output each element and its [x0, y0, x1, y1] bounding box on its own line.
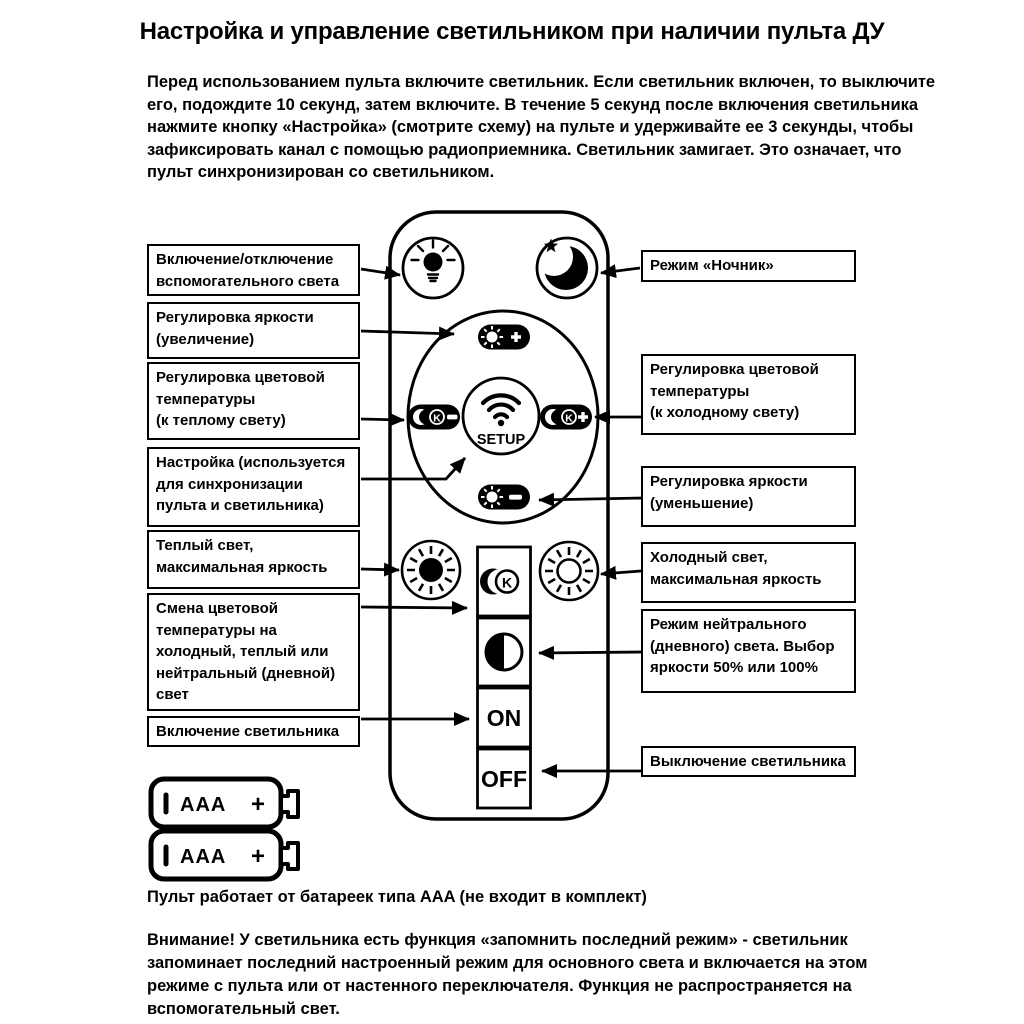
battery-icon: [151, 779, 298, 827]
battery-icon: [151, 831, 298, 879]
battery-plus-terminal: [281, 843, 298, 869]
callout-night-mode: Режим «Ночник»: [641, 250, 856, 282]
brightness-up-button[interactable]: [478, 325, 530, 350]
battery-plus-label: +: [251, 791, 266, 818]
callout-aux-light: Включение/отключение вспомогательного света: [147, 244, 360, 296]
cold-light-button[interactable]: [540, 542, 598, 600]
callout-temp-cycle: Смена цветовой температуры на холодный, теплый или нейтральный (дневной) свет: [147, 593, 360, 711]
callout-temp-cold: Регулировка цветовой температуры (к холодному свету): [641, 354, 856, 435]
callout-brightness-up: Регулировка яркости (увеличение): [147, 302, 360, 359]
button-column: [478, 547, 531, 808]
callout-neutral-mode: Режим нейтрального (дневного) света. Выбор яркости 50% или 100%: [641, 609, 856, 693]
battery-plus-terminal: [281, 791, 298, 817]
setup-label: SETUP: [476, 432, 526, 448]
arrow-temp-warm: [361, 419, 404, 420]
arrow-neutral-mode: [539, 652, 644, 653]
intro-paragraph: Перед использованием пульта включите светильник. Если светильник включен, то выключите его, подождите 10 секунд, затем включите. В течение 5 секунд после включения светильника нажмите кнопку «Настройка» (смотрите схему) на пульте и удерживайте ее 3 секунды, чтобы зафиксировать канал с помощью радиоприемника. Светильник замигает. Это означает, что пульт синхронизирован со светильником.: [147, 73, 936, 182]
callout-warm-light: Теплый свет, максимальная яркость: [147, 530, 360, 589]
battery-type-label: AAA: [180, 794, 227, 816]
off-button[interactable]: [478, 749, 531, 808]
arrow-temp-cycle: [361, 607, 467, 608]
battery-note: Пульт работает от батареек типа AAA (не входит в комплект): [147, 888, 647, 906]
callout-cold-light: Холодный свет, максимальная яркость: [641, 542, 856, 603]
callout-setup: Настройка (используется для синхронизации пульта и светильника): [147, 447, 360, 527]
color-temp-warm-button[interactable]: [408, 405, 460, 430]
svg-text:K: K: [433, 412, 441, 425]
callout-temp-warm: Регулировка цветовой температуры (к теплому свету): [147, 362, 360, 440]
aux-light-button[interactable]: [403, 238, 463, 298]
page-title: Настройка и управление светильником при наличии пульта ДУ: [139, 18, 885, 45]
on-label: ON: [486, 705, 522, 731]
night-mode-button[interactable]: [535, 238, 597, 298]
callout-brightness-down: Регулировка яркости (уменьшение): [641, 466, 856, 527]
svg-text:K: K: [565, 412, 573, 425]
svg-text:K: K: [501, 574, 513, 591]
brightness-down-button[interactable]: [478, 485, 530, 510]
arrow-brightness-down: [539, 498, 644, 500]
on-button[interactable]: [478, 688, 531, 747]
arrow-warm-light: [361, 569, 399, 570]
color-temp-cycle-button[interactable]: [478, 547, 531, 616]
callout-off: Выключение светильника: [641, 746, 856, 777]
callout-on: Включение светильника: [147, 716, 360, 747]
half-circle-icon: [486, 634, 522, 670]
neutral-mode-button[interactable]: [478, 618, 531, 686]
battery-plus-label: +: [251, 843, 266, 870]
battery-type-label: AAA: [180, 846, 227, 868]
color-temp-cold-button[interactable]: [540, 405, 592, 430]
crescent-k-icon: [480, 569, 518, 595]
warning-paragraph: Внимание! У светильника есть функция «запомнить последний режим» - светильник запоминает последний настроенный режим для основного света и включается на этом режиме с пульта или от настенного переключателя. Функция не распространяется на вспомогательный свет.: [147, 931, 868, 1018]
off-label: OFF: [481, 766, 527, 792]
setup-button[interactable]: [463, 378, 539, 454]
warm-light-button[interactable]: [402, 541, 460, 599]
